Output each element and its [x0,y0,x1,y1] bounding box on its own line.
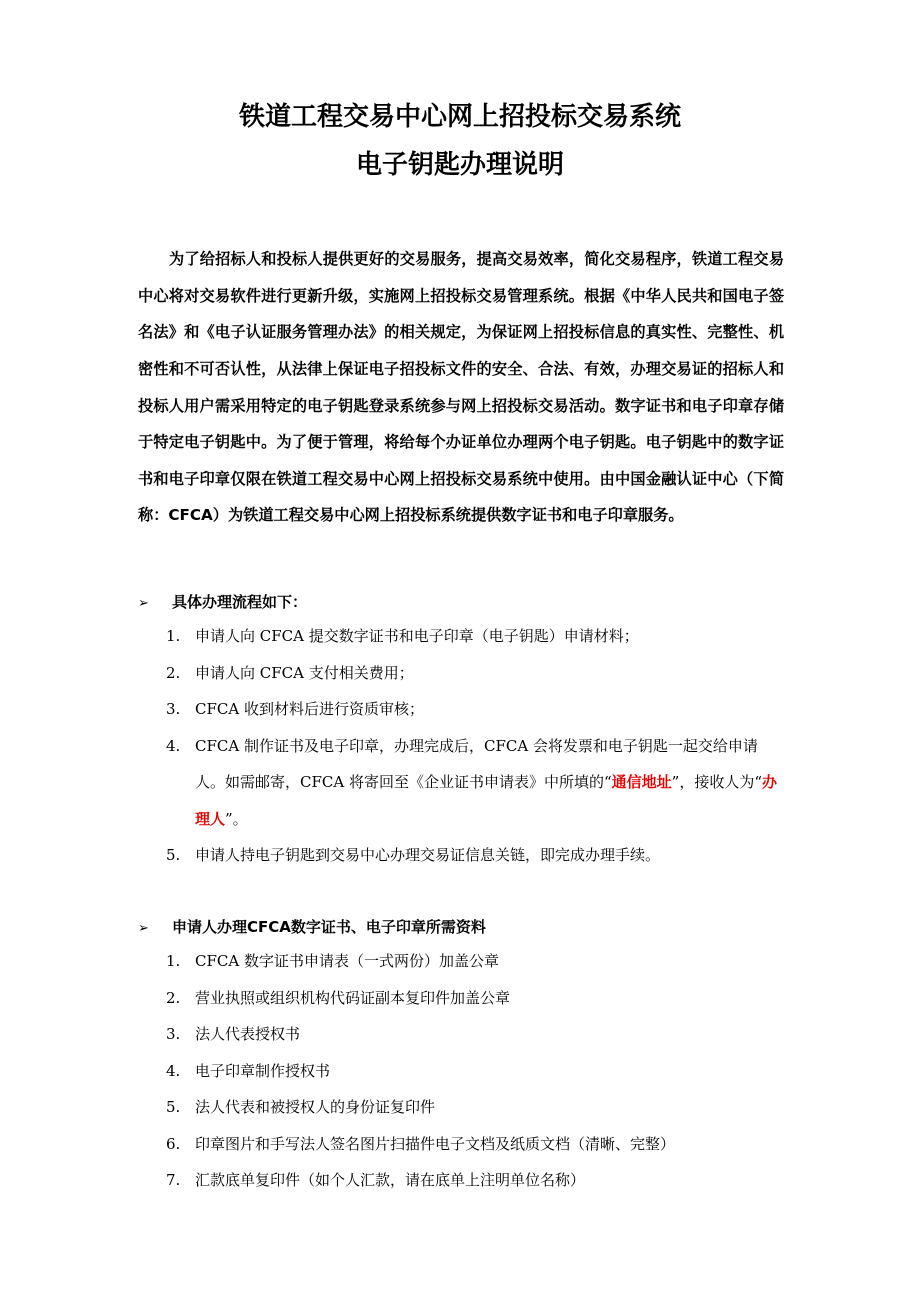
arrow-bullet-icon: ➢ [138,596,149,611]
list-item: 5. 申请人持电子钥匙到交易中心办理交易证信息关链，即完成办理手续。 [166,846,661,864]
process-steps-list [166,618,786,874]
section-heading-label: 具体办理流程如下： [172,593,308,611]
section-heading-materials [138,917,486,939]
highlight-handler: 办理人 [195,773,778,828]
arrow-bullet-icon: ➢ [138,921,149,936]
intro-paragraph: 为了给招标人和投标人提供更好的交易服务，提高交易效率，简化交易程序，铁道工程交易中心将对交易软件进行更新升级，实施网上招投标交易管理系统。根据《中华人民共和国电子签名法》和《电子认证服务管理办法》的相关规定，为保证网上招投标信息的真实性、完整性、机密性和不可否认性，从法律上保证电子招投标文件的安全、合法、有效，办理交易证的招标人和投标人用户需采用特定的电子钥匙登录系统参与网上招投标交易活动。数字证书和电子印章存储于特定电子钥匙中。为了便于管理，将给每个办证单位办理两个电子钥匙。电子钥匙中的数字证书和电子印章仅限在铁道工程交易中心网上招投标交易系统中使用。由中国金融认证中心（下简称：CFCA）为铁道工程交易中心网上招投标系统提供数字证书和电子印章服务。 [138,250,784,525]
list-item: 6. 印章图片和手写法人签名图片扫描件电子文档及纸质文档（清晰、完整） [166,1134,676,1153]
list-item: 3. CFCA 收到材料后进行资质审核； [166,700,424,718]
section-heading-label: 申请人办理CFCA数字证书、电子印章所需资料 [172,918,486,936]
list-item: 4. CFCA 制作证书及电子印章，办理完成后，CFCA 会将发票和电子钥匙一起交给申请人。如需邮寄，CFCA 将寄回至《企业证书申请表》中所填的“通信地址”，接收人为“办理人”。 [166,736,778,828]
list-item: 1. 申请人向 CFCA 提交数字证书和电子印章（电子钥匙）申请材料； [166,627,639,645]
list-item: 2. 营业执照或组织机构代码证副本复印件加盖公章 [166,988,511,1007]
highlight-address: 通信地址 [611,773,672,791]
list-item: 3. 法人代表授权书 [166,1025,301,1043]
list-item: 4. 电子印章制作授权书 [166,1061,331,1080]
list-item: 1. CFCA 数字证书申请表（一式两份）加盖公章 [166,952,499,970]
required-materials-list [166,943,786,1199]
list-item: 5. 法人代表和被授权人的身份证复印件 [166,1098,436,1116]
section-heading-process [138,592,307,614]
document-title-line2: 电子钥匙办理说明 [355,150,564,180]
document-title-line1: 铁道工程交易中心网上招投标交易系统 [238,102,681,132]
list-item: 2. 申请人向 CFCA 支付相关费用； [166,663,414,682]
list-item: 7. 汇款底单复印件（如个人汇款，请在底单上注明单位名称） [166,1171,586,1189]
